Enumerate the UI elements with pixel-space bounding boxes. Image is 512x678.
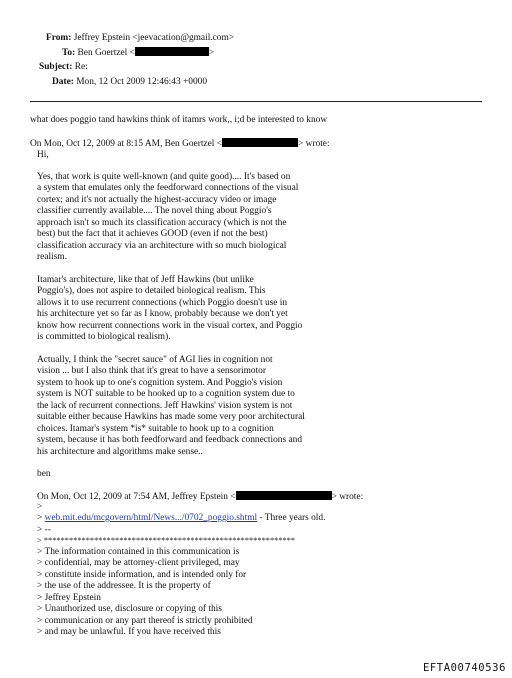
disclaimer-line: > The information contained in this communication is (37, 547, 240, 557)
header-subject (39, 62, 88, 74)
link-line (37, 513, 325, 525)
from-value: Jeffrey Epstein <jeevacation@gmail.com> (73, 33, 235, 43)
para2-line: is committed to biological realism). (37, 332, 171, 342)
para2-line: his architecture yet so far as I know, probably because we don't yet (37, 309, 288, 319)
quote-marker: > (37, 502, 43, 512)
subject-label: Subject: (39, 62, 73, 72)
poggio-news-link[interactable]: web.mit.edu/mcgovern/html/News.../0702_poggio.shtml (44, 513, 258, 523)
link-prefix: > (37, 513, 45, 523)
from-label: From: (46, 33, 72, 43)
quote2-intro-pre: On Mon, Oct 12, 2009 at 7:54 AM, Jeffrey Epstein < (37, 492, 236, 502)
para3-line: suitable either because Hawkins has made some very poor architectural (37, 412, 305, 422)
redaction-box (236, 491, 332, 500)
date-value: Mon, 12 Oct 2009 12:46:43 +0000 (76, 77, 208, 87)
redaction-box (135, 47, 209, 56)
header-date (52, 77, 207, 89)
para3-line: the lack of recurrent connections. Jeff Hawkins' vision system is not (37, 401, 293, 411)
quote1-intro-post: > wrote: (297, 139, 330, 149)
greeting: Hi, (37, 150, 49, 160)
disclaimer-line: > Unauthorized use, disclosure or copying of this (37, 604, 222, 614)
quote1-intro-pre: On Mon, Oct 12, 2009 at 8:15 AM, Ben Goertzel < (30, 139, 222, 149)
para3-line: his architecture and algorithms make sense.. (37, 447, 203, 457)
link-suffix: - Three years old. (257, 513, 326, 523)
para2-line: Itamar's architecture, like that of Jeff Hawkins (but unlike (37, 275, 254, 285)
para1-line: approach isn't so much its classification accuracy (which is not the (37, 218, 287, 228)
para2-line: allows it to use recurrent connections (which Poggio doesn't use in (37, 298, 288, 308)
disclaimer-line: > constitute inside information, and is intended only for (37, 570, 247, 580)
disclaimer-line: > the use of the addressee. It is the property of (37, 581, 211, 591)
header-to (62, 47, 214, 60)
para3-line: Actually, I think the "secret sauce" of AGI lies in cognition not (37, 355, 273, 365)
para1-line: Yes, that work is quite well-known (and quite good).... It's based on (37, 172, 291, 182)
para1-line: best) but the fact that it achieves GOOD (even if not the best) (37, 229, 268, 239)
header-from (46, 33, 234, 45)
dashes-line: > -- (37, 525, 51, 535)
to-value: Ben Goertzel < (77, 48, 135, 58)
disclaimer-line: > communication or any part thereof is strictly prohibited (37, 616, 253, 626)
subject-value: Re: (74, 62, 88, 72)
quote2-intro-post: > wrote: (331, 492, 364, 502)
para3-line: system is NOT suitable to be hooked up to a cognition system due to (37, 389, 295, 399)
to-close: > (208, 48, 215, 58)
quote1-intro (30, 138, 330, 151)
para2-line: Poggio's), does not aspire to detailed biological realism. This (37, 286, 266, 296)
signoff: ben (37, 469, 51, 479)
redaction-box (222, 138, 298, 147)
date-label: Date: (52, 77, 74, 87)
para3-line: vision ... but I also think that it's great to have a sensorimotor (37, 366, 266, 376)
disclaimer-line: > confidential, may be attorney-client privileged, may (37, 558, 240, 568)
quote2-intro (37, 491, 363, 504)
para3-line: system to hook up to one's cognition system. And Poggio's vision (37, 378, 283, 388)
document-id: EFTA00740536 (422, 662, 506, 674)
header-divider (30, 101, 482, 102)
para1-line: a system that emulates only the feedforward connections of the visual (37, 183, 299, 193)
disclaimer-line: > and may be unlawful. If you have received this (37, 627, 221, 637)
para2-line: know how recurrent connections work in the visual cortex, and Poggio (37, 321, 303, 331)
para3-line: choices. Itamar's system *is* suitable to hook up to a cognition (37, 424, 274, 434)
para1-line: classifier currently available.... The novel thing about Poggio's (37, 206, 272, 216)
to-label: To: (62, 48, 76, 58)
para1-line: classification accuracy via an architecture with so much biological (37, 241, 287, 251)
stars-line: > ************************************************************ (37, 536, 296, 545)
para1-line: realism. (37, 252, 67, 262)
para1-line: cortex; and it's not actually the highest-accuracy video or image (37, 195, 277, 205)
disclaimer-line: > Jeffrey Epstein (37, 593, 101, 603)
question-line: what does poggio tand hawkins think of itamrs work,, i;d be interested to know (30, 115, 328, 125)
para3-line: system, because it has both feedforward and feedback connections and (37, 435, 303, 445)
